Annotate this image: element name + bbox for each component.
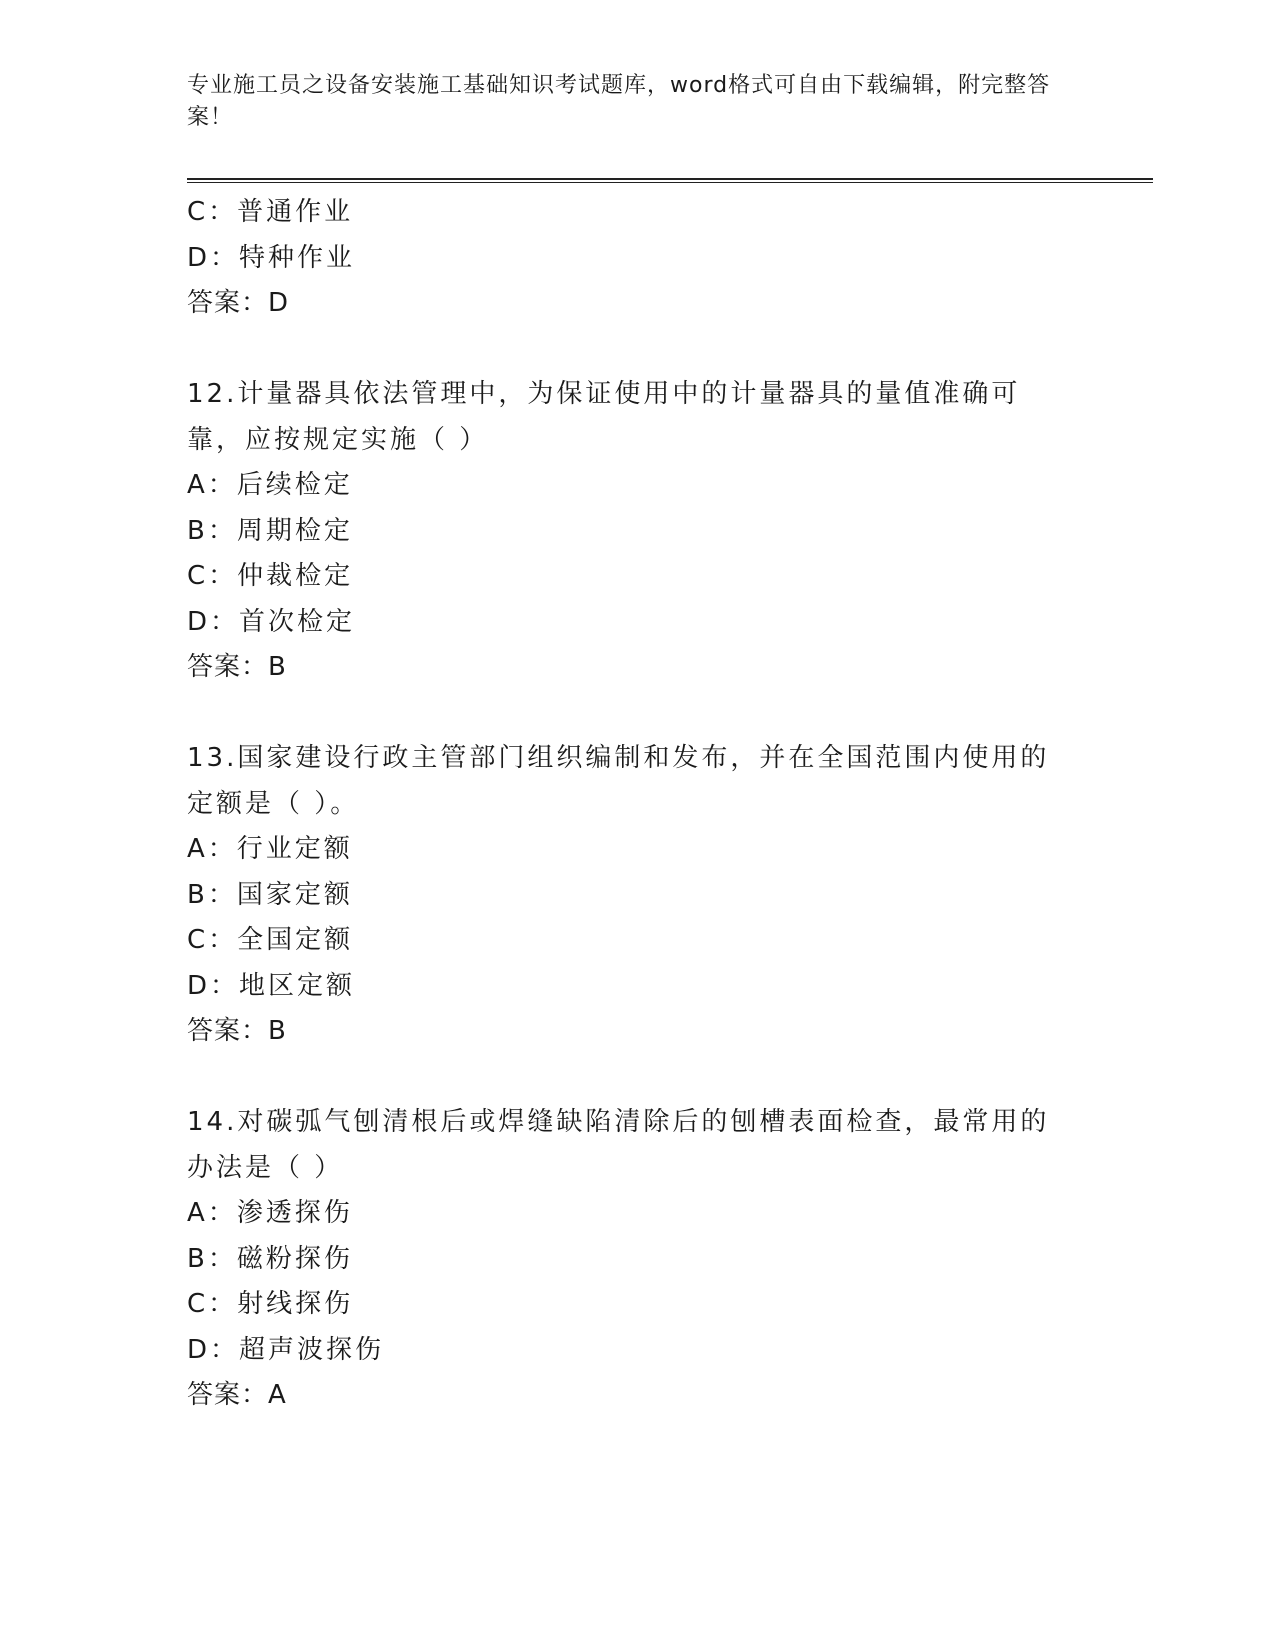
option-d: D：首次检定	[187, 606, 356, 637]
option-c: C：普通作业	[187, 197, 354, 227]
question-stem: 13.国家建设行政主管部门组织编制和发布，并在全国范围内使用的定额是（ ）。	[187, 743, 1050, 819]
spacer	[187, 1055, 1087, 1101]
header-divider	[187, 178, 1153, 183]
option-a: A：行业定额	[187, 834, 353, 864]
answer-line: 答案：D	[187, 288, 290, 318]
page-header: 专业施工员之设备安装施工基础知识考试题库，word格式可自由下载编辑，附完整答案！	[187, 73, 1051, 130]
prev-question-block	[187, 190, 1087, 327]
option-a: A：后续检定	[187, 470, 353, 500]
option-b: B：周期检定	[187, 515, 353, 546]
option-d: D：特种作业	[187, 242, 356, 273]
spacer	[187, 327, 1087, 373]
option-a: A：渗透探伤	[187, 1198, 353, 1228]
answer-line: 答案：A	[187, 1380, 287, 1410]
question-stem: 12.计量器具依法管理中，为保证使用中的计量器具的量值准确可靠，应按规定实施（ ）	[187, 379, 1021, 455]
option-c: C：仲裁检定	[187, 561, 354, 591]
answer-line: 答案：B	[187, 1016, 287, 1046]
question-stem: 14.对碳弧气刨清根后或焊缝缺陷清除后的刨槽表面检查，最常用的办法是（ ）	[187, 1107, 1050, 1183]
question-13-block	[187, 736, 1087, 1055]
option-b: B：磁粉探伤	[187, 1243, 353, 1274]
option-d: D：地区定额	[187, 970, 356, 1001]
question-12-block	[187, 372, 1087, 691]
option-c: C：射线探伤	[187, 1289, 354, 1319]
spacer	[187, 691, 1087, 737]
answer-line: 答案：B	[187, 652, 287, 682]
question-14-block	[187, 1100, 1087, 1419]
option-c: C：全国定额	[187, 925, 354, 955]
option-d: D：超声波探伤	[187, 1334, 385, 1365]
question-list	[187, 190, 1087, 1419]
option-b: B：国家定额	[187, 879, 353, 910]
